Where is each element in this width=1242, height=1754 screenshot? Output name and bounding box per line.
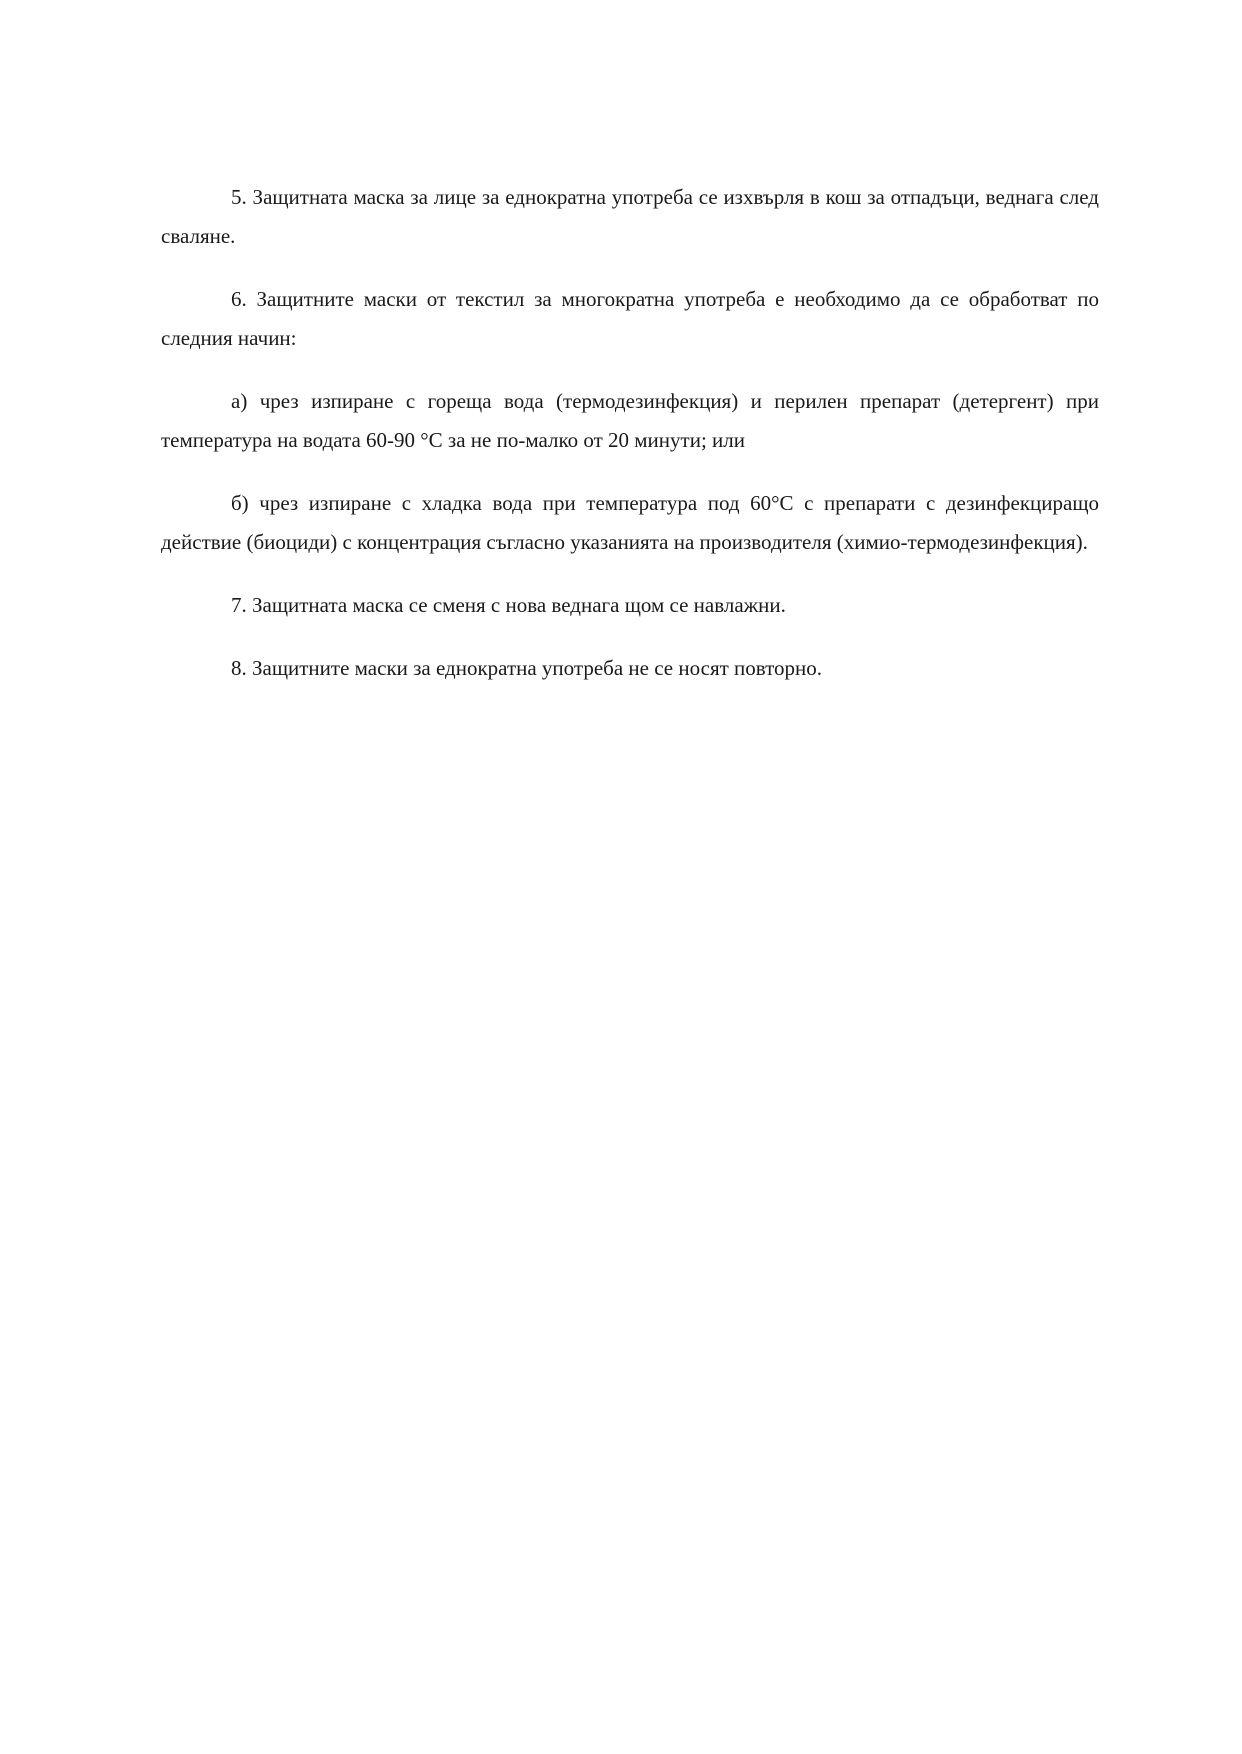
paragraph-6a: а) чрез изпиране с гореща вода (термодезинфекция) и перилен препарат (детергент) при температура на водата 60-90 °С за не по-малко от 20 минути; или (161, 389, 1099, 452)
paragraph-8: 8. Защитните маски за еднократна употреба не се носят повторно. (231, 656, 823, 680)
paragraph-5: 5. Защитната маска за лице за еднократна употреба се изхвърля в кош за отпадъци, веднага след сваляне. (161, 185, 1099, 248)
paragraph-6: 6. Защитните маски от текстил за многократна употреба е необходимо да се обработват по следния начин: (161, 287, 1099, 350)
paragraph-6b: б) чрез изпиране с хладка вода при температура под 60°С с препарати с дезинфекциращо действие (биоциди) с концентрация съгласно указанията на производителя (химио-термодезинфекция). (161, 491, 1099, 554)
paragraph-7: 7. Защитната маска се сменя с нова веднага щом се навлажни. (231, 593, 786, 617)
document-body (161, 178, 1099, 712)
